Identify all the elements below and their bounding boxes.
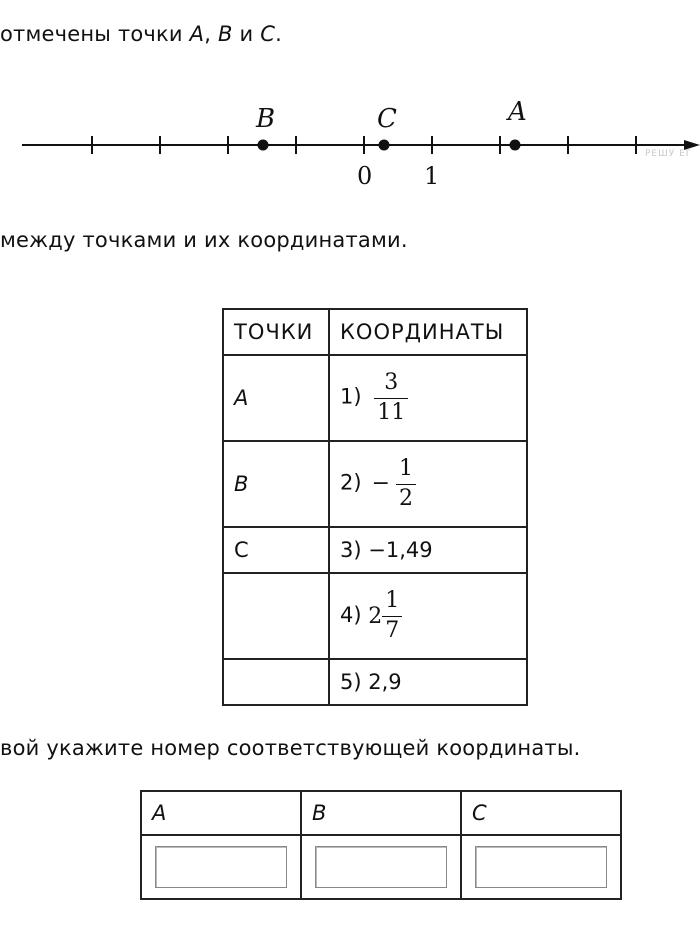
fraction-denominator: 11 (377, 399, 406, 425)
point-c-dot (379, 140, 390, 151)
coord-cell (329, 573, 527, 659)
answer-input-c[interactable] (475, 846, 607, 888)
fraction-numerator: 1 (382, 589, 402, 616)
option-number: 5) (340, 670, 362, 694)
point-cell (223, 573, 329, 659)
number-line (0, 90, 700, 200)
fraction (396, 457, 416, 510)
intro-sep2: и (232, 22, 261, 46)
answer-input-b[interactable] (315, 846, 447, 888)
answer-header-c: C (461, 791, 621, 835)
point-cell: A (223, 355, 329, 441)
option-number: 1) (340, 385, 362, 409)
option-number: 3) (340, 538, 362, 562)
fraction (382, 589, 402, 642)
coord-cell (329, 527, 527, 573)
point-cell (223, 659, 329, 705)
answer-header-b: B (301, 791, 461, 835)
minus-sign: − (371, 471, 390, 496)
fraction (374, 371, 408, 424)
answer-cell-c (461, 835, 621, 899)
coord-cell (329, 355, 527, 441)
point-c-label: C (377, 104, 397, 134)
answer-cell-b (301, 835, 461, 899)
intro-prefix: отмечены точки (0, 22, 190, 46)
option-value: 2,9 (368, 670, 402, 694)
watermark: РЕШУ ЕГ (645, 149, 693, 159)
fraction-denominator: 7 (385, 617, 400, 643)
intro-sep1: , (204, 22, 218, 46)
intro-text (0, 22, 282, 46)
table-row (223, 355, 527, 441)
tick-label-one: 1 (424, 162, 440, 190)
point-a-dot (510, 140, 521, 151)
matching-table (222, 308, 528, 706)
intro-point-a: A (189, 22, 205, 46)
intro-point-b: B (218, 22, 233, 46)
coord-cell (329, 441, 527, 527)
point-b-dot (258, 140, 269, 151)
answer-header-a: A (141, 791, 301, 835)
point-cell: C (223, 527, 329, 573)
coord-cell (329, 659, 527, 705)
answer-table (140, 790, 622, 900)
fraction-numerator: 1 (396, 457, 416, 484)
fraction-denominator: 2 (399, 485, 413, 511)
tick-label-zero: 0 (357, 162, 373, 190)
table-row (223, 659, 527, 705)
mixed-whole: 2 (368, 603, 383, 629)
table-row (223, 527, 527, 573)
intro-point-c: C (260, 22, 276, 46)
header-points: ТОЧКИ (223, 309, 329, 355)
point-cell: B (223, 441, 329, 527)
option-value: −1,49 (368, 538, 433, 562)
fraction-numerator: 3 (374, 371, 408, 398)
point-a-label: A (508, 97, 527, 127)
answer-cell-a (141, 835, 301, 899)
answer-instruction-text: вой укажите номер соответствующей координаты. (0, 736, 581, 760)
instruction-text: между точками и их координатами. (0, 228, 408, 252)
header-coords: КООРДИНАТЫ (329, 309, 527, 355)
option-number: 2) (340, 471, 362, 495)
table-row (223, 441, 527, 527)
point-b-label: B (256, 104, 276, 134)
option-number: 4) (340, 603, 362, 628)
answer-input-a[interactable] (155, 846, 287, 888)
intro-end: . (275, 22, 282, 46)
mixed-number (368, 589, 402, 642)
table-row (223, 573, 527, 659)
